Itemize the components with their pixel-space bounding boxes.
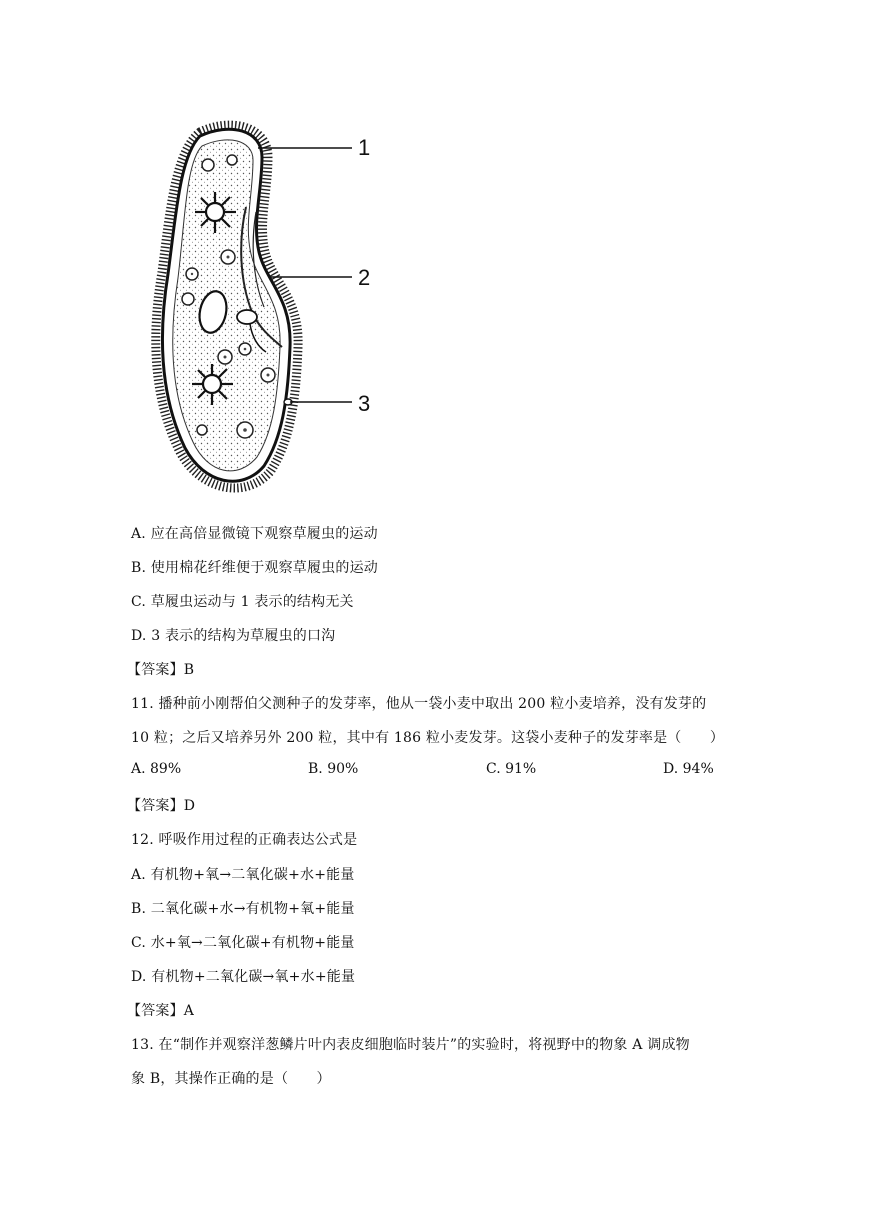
figure-label-3: 3 bbox=[358, 391, 371, 416]
paramecium-figure bbox=[140, 112, 390, 504]
q12-answer: 【答案】A bbox=[127, 1003, 195, 1019]
q12-option-b: B. 二氧化碳+水→有机物+氧+能量 bbox=[131, 901, 355, 917]
q10-answer: 【答案】B bbox=[127, 662, 195, 678]
q11-answer: 【答案】D bbox=[127, 798, 196, 814]
q10-option-a: A. 应在高倍显微镜下观察草履虫的运动 bbox=[131, 526, 378, 542]
q10-option-d: D. 3 表示的结构为草履虫的口沟 bbox=[131, 628, 336, 644]
q12-option-d: D. 有机物+二氧化碳→氧+水+能量 bbox=[131, 969, 356, 985]
figure-label-1: 1 bbox=[358, 135, 371, 160]
q11-option-b: B. 90% bbox=[308, 761, 359, 777]
q12-option-a: A. 有机物+氧→二氧化碳+水+能量 bbox=[131, 867, 355, 883]
q12-option-c: C. 水+氧→二氧化碳+有机物+能量 bbox=[131, 935, 355, 951]
q13-stem-line1: 13. 在“制作并观察洋葱鳞片叶内表皮细胞临时装片”的实验时，将视野中的物象 A 调成物 bbox=[131, 1037, 690, 1053]
q13-stem-line2: 象 B，其操作正确的是（ ） bbox=[131, 1071, 331, 1087]
q11-stem-line1: 11. 播种前小刚帮伯父测种子的发芽率，他从一袋小麦中取出 200 粒小麦培养，没有发芽的 bbox=[131, 696, 707, 712]
q10-option-c: C. 草履虫运动与 1 表示的结构无关 bbox=[131, 594, 354, 610]
q11-option-d: D. 94% bbox=[663, 761, 714, 777]
paramecium-body bbox=[156, 125, 298, 488]
q11-stem-line2: 10 粒；之后又培养另外 200 粒，其中有 186 粒小麦发芽。这袋小麦种子的发芽率是（ ） bbox=[131, 730, 725, 746]
q11-option-a: A. 89% bbox=[131, 761, 182, 777]
figure-label-2: 2 bbox=[358, 265, 371, 290]
q12-stem: 12. 呼吸作用过程的正确表达公式是 bbox=[131, 832, 358, 848]
q11-option-c: C. 91% bbox=[486, 761, 537, 777]
q10-option-b: B. 使用棉花纤维便于观察草履虫的运动 bbox=[131, 560, 378, 576]
